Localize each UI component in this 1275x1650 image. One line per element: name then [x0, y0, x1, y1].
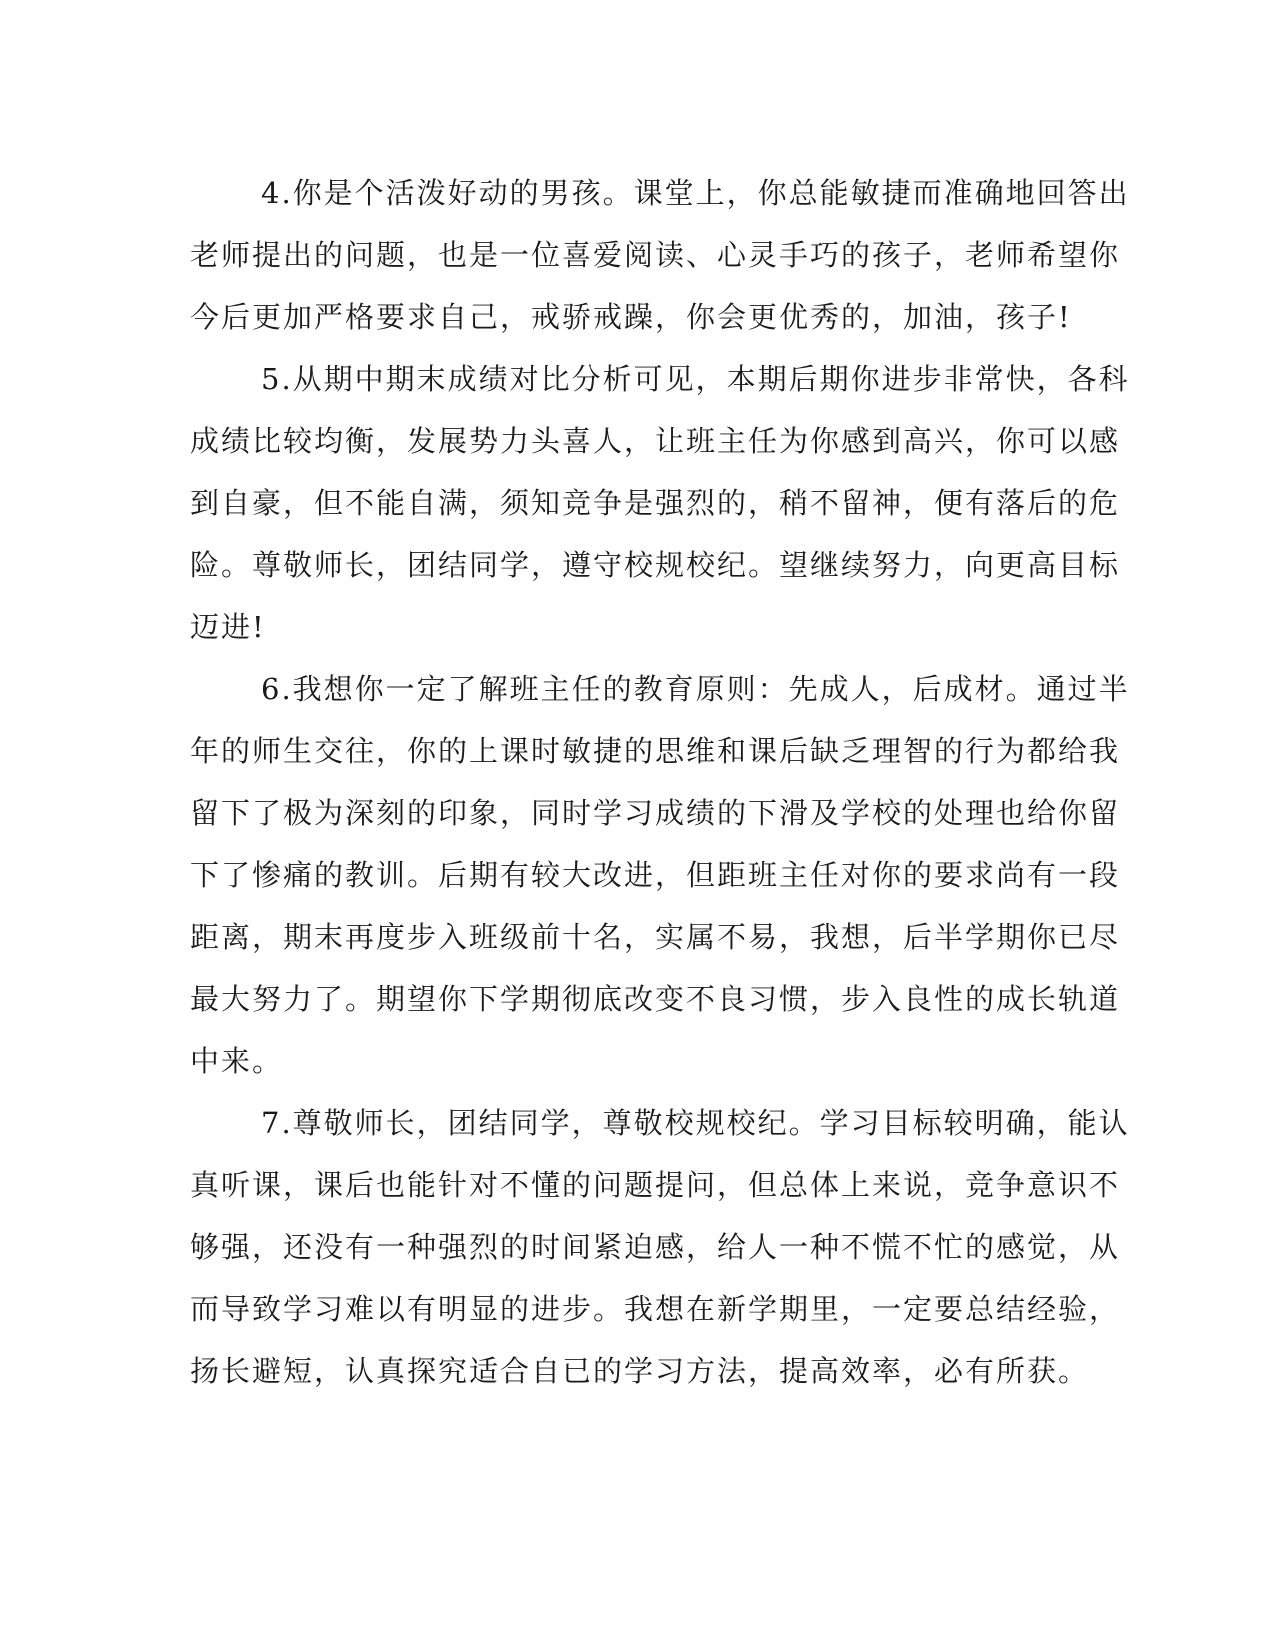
paragraph-line: 下了惨痛的教训。后期有较大改进，但距班主任对你的要求尚有一段 [190, 858, 1121, 892]
paragraph-line: 成绩比较均衡，发展势力头喜人，让班主任为你感到高兴，你可以感 [190, 424, 1121, 458]
paragraph-line: 够强，还没有一种强烈的时间紧迫感，给人一种不慌不忙的感觉，从 [190, 1230, 1121, 1264]
paragraph-line: 老师提出的问题，也是一位喜爱阅读、心灵手巧的孩子，老师希望你 [190, 238, 1121, 272]
paragraph-7 [190, 1092, 1130, 1402]
paragraph-line: 真听课，课后也能针对不懂的问题提问，但总体上来说，竞争意识不 [190, 1168, 1121, 1202]
paragraph-line: 距离，期末再度步入班级前十名，实属不易，我想，后半学期你已尽 [190, 920, 1121, 954]
paragraph-line: 5.从期中期末成绩对比分析可见，本期后期你进步非常快，各科 [261, 362, 1130, 396]
paragraph-6 [190, 658, 1130, 1092]
paragraph-line: 险。尊敬师长，团结同学，遵守校规校纪。望继续努力，向更高目标 [190, 548, 1121, 582]
paragraph-line: 到自豪，但不能自满，须知竞争是强烈的，稍不留神，便有落后的危 [190, 486, 1121, 520]
paragraph-line: 而导致学习难以有明显的进步。我想在新学期里，一定要总结经验， [190, 1292, 1121, 1326]
paragraph-line: 今后更加严格要求自己，戒骄戒躁，你会更优秀的，加油，孩子! [190, 300, 1072, 334]
paragraph-4 [190, 162, 1130, 348]
paragraph-5 [190, 348, 1130, 658]
paragraph-line: 最大努力了。期望你下学期彻底改变不良习惯，步入良性的成长轨道 [190, 982, 1121, 1016]
paragraph-line: 中来。 [190, 1044, 284, 1078]
paragraph-line: 4.你是个活泼好动的男孩。课堂上，你总能敏捷而准确地回答出 [261, 176, 1130, 210]
paragraph-line: 6.我想你一定了解班主任的教育原则：先成人，后成材。通过半 [261, 672, 1130, 706]
paragraph-line: 扬长避短，认真探究适合自已的学习方法，提高效率，必有所获。 [190, 1354, 1090, 1388]
document-body [190, 162, 1130, 1402]
paragraph-line: 7.尊敬师长，团结同学，尊敬校规校纪。学习目标较明确，能认 [261, 1106, 1130, 1140]
paragraph-line: 留下了极为深刻的印象，同时学习成绩的下滑及学校的处理也给你留 [190, 796, 1121, 830]
paragraph-line: 年的师生交往，你的上课时敏捷的思维和课后缺乏理智的行为都给我 [190, 734, 1121, 768]
paragraph-line: 迈进! [190, 610, 266, 644]
